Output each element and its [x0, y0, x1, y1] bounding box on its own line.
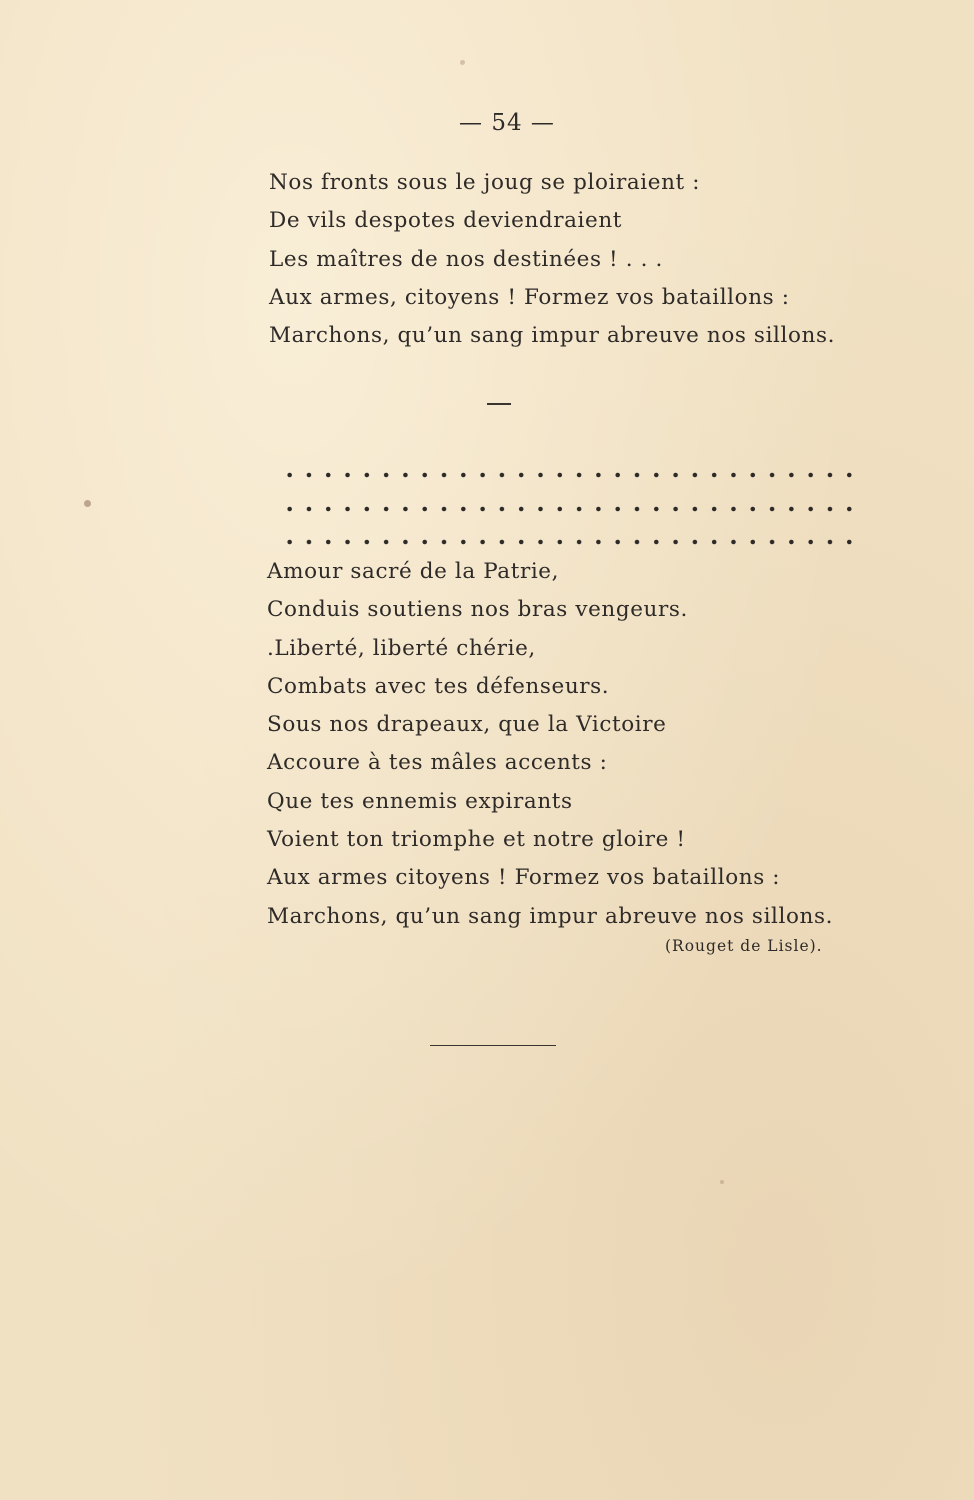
poem-line: Marchons, qu’un sang impur abreuve nos sillons. [269, 323, 836, 349]
poem-line: Sous nos drapeaux, que la Victoire [267, 712, 667, 738]
poem-line: Accoure à tes mâles accents : [267, 750, 608, 776]
paper-speck [84, 500, 91, 507]
poem-line: Nos fronts sous le joug se ploiraient : [269, 170, 701, 195]
end-rule [430, 1045, 556, 1046]
ellipsis-dot-row [280, 539, 860, 545]
ellipsis-dot-row [280, 506, 860, 512]
poem-line: Les maîtres de nos destinées ! . . . [269, 246, 663, 272]
poem-stanza-1 [269, 164, 835, 355]
poem-line: Voient ton triomphe et notre gloire ! [267, 827, 686, 853]
poem-line: Amour sacré de la Patrie, [267, 559, 560, 584]
page-number: — 54 — [459, 110, 555, 136]
poem-line: Aux armes citoyens ! Formez vos bataillons : [267, 865, 781, 891]
poem-line: Combats avec tes défenseurs. [267, 673, 610, 699]
author-attribution: (Rouget de Lisle). [665, 937, 823, 955]
section-divider [487, 403, 511, 405]
poem-line: .Liberté, liberté chérie, [267, 635, 536, 661]
poem-stanza-2 [267, 553, 833, 936]
poem-line: Marchons, qu’un sang impur abreuve nos sillons. [267, 903, 834, 929]
ellipsis-dot-row [280, 472, 860, 478]
paper-speck [460, 60, 465, 65]
poem-line: Conduis soutiens nos bras vengeurs. [267, 597, 688, 623]
paper-speck [720, 1180, 724, 1184]
poem-line: De vils despotes deviendraient [269, 208, 623, 234]
poem-line: Aux armes, citoyens ! Formez vos bataillons : [269, 284, 790, 310]
poem-line: Que tes ennemis expirants [267, 788, 573, 814]
